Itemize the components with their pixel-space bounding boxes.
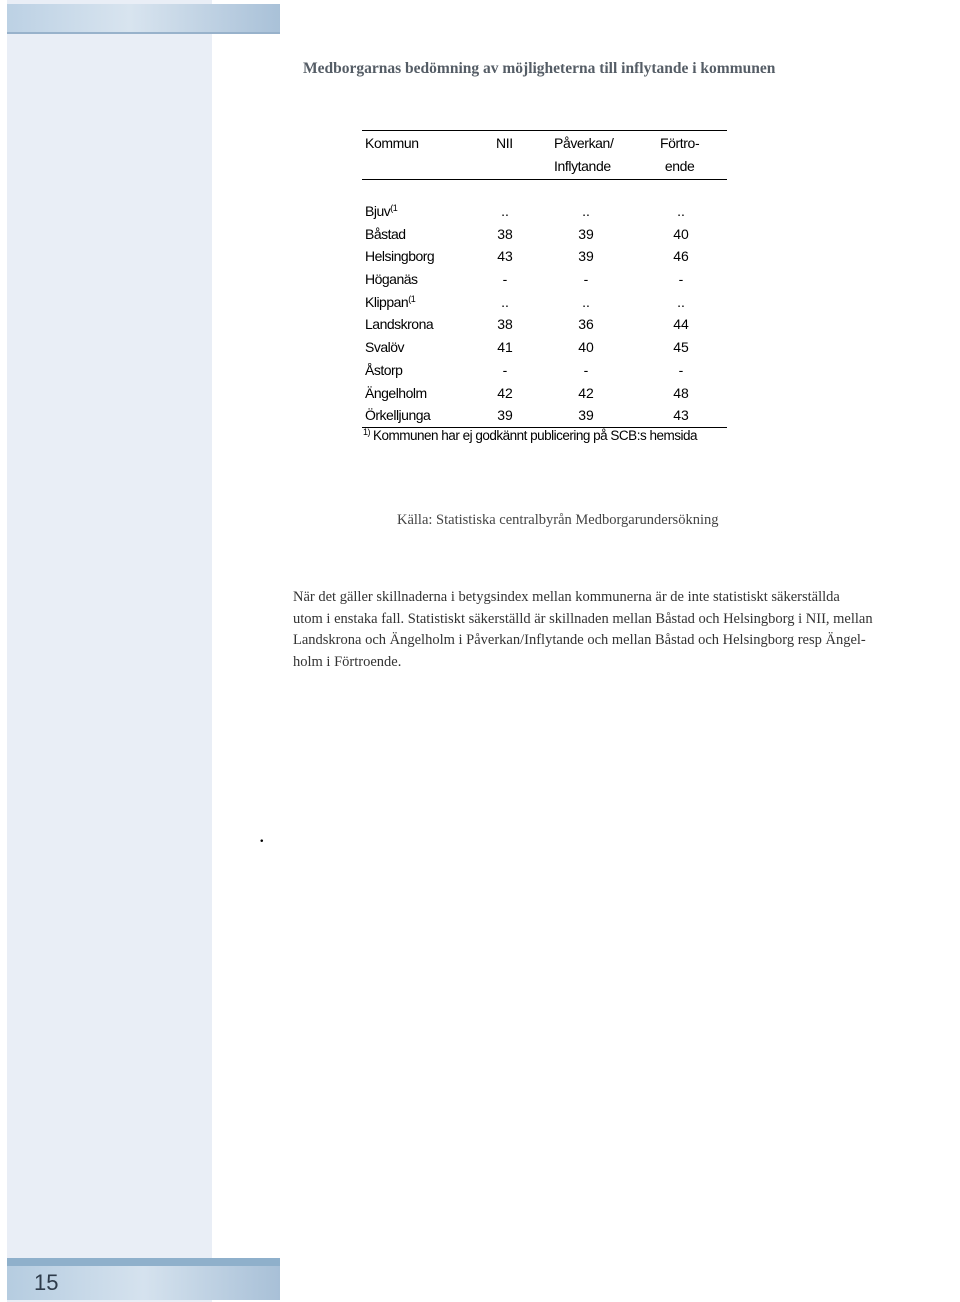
page-title: Medborgarnas bedömning av möjligheterna till inflytande i kommunen: [303, 60, 776, 77]
table-row: [362, 245, 727, 268]
row-nii: 43: [497, 248, 513, 265]
row-nii: 38: [497, 225, 513, 242]
row-fortroende: ..: [677, 203, 685, 219]
row-name: Helsingborg: [365, 248, 435, 265]
row-nii: ..: [501, 203, 509, 219]
row-paverkan: 39: [578, 248, 594, 265]
row-fortroende: 44: [673, 316, 689, 333]
header-fortroende: [660, 132, 699, 178]
table-row: [362, 200, 727, 223]
row-nii: -: [502, 271, 508, 288]
header-nii: NII: [496, 135, 513, 151]
paragraph-line: holm i Förtroende.: [293, 653, 402, 670]
row-paverkan: -: [583, 271, 589, 288]
row-paverkan: 39: [578, 225, 594, 242]
row-fortroende: -: [678, 271, 684, 288]
row-nii: 41: [497, 339, 513, 356]
paragraph-line: När det gäller skillnaderna i betygsindex mellan kommunerna är de inte statistiskt säkerställda: [293, 589, 840, 605]
table-row: [362, 268, 727, 291]
table-footnote: [363, 428, 697, 443]
row-fortroende: 46: [673, 248, 689, 265]
row-fortroende: 45: [673, 339, 689, 356]
row-paverkan: 39: [578, 407, 594, 424]
row-name: Ängelholm: [365, 384, 427, 401]
table-row: [362, 359, 727, 382]
results-table: [362, 130, 727, 428]
header-fortroende-line2: ende: [664, 158, 695, 174]
row-name: Örkelljunga: [365, 407, 431, 424]
row-nii: 39: [497, 407, 513, 424]
header-kommun: Kommun: [365, 135, 419, 151]
row-paverkan: 40: [578, 339, 594, 356]
page-number: 15: [34, 1270, 59, 1295]
row-name: Bjuv$^{(1}$: [365, 203, 398, 219]
row-name: Svalöv: [365, 339, 405, 356]
row-name: Landskrona: [365, 316, 434, 333]
header-band-line: [7, 32, 280, 34]
row-paverkan: -: [583, 361, 589, 378]
table-row: [362, 404, 727, 427]
row-fortroende: -: [678, 361, 684, 378]
paragraph-line: utom i enstaka fall. Statistiskt säkerställd är skillnaden mellan Båstad och Helsingborg i NII, mellan: [293, 610, 873, 627]
table-row: [362, 223, 727, 246]
row-paverkan: 36: [578, 316, 594, 333]
table-row: [362, 313, 727, 336]
table-body: [362, 180, 727, 428]
source-line: Källa: Statistiska centralbyrån Medborgarundersökning: [397, 512, 719, 528]
row-name: Klippan$^{(1}$: [365, 293, 416, 310]
table-header: [362, 130, 727, 180]
header-paverkan: [554, 132, 613, 178]
row-name: Åstorp: [365, 361, 403, 378]
paragraph-line: Landskrona och Ängelholm i Påverkan/Inflytande och mellan Båstad och Helsingborg resp Ängel-: [293, 632, 866, 648]
row-fortroende: ..: [677, 293, 685, 310]
row-name: Höganäs: [365, 271, 418, 288]
header-band: [7, 4, 280, 32]
table-row: [362, 336, 727, 359]
row-paverkan: ..: [582, 203, 590, 219]
stray-mark: .: [259, 822, 265, 847]
header-fortroende-line1: Förtro-: [660, 135, 700, 151]
row-nii: 38: [497, 316, 513, 333]
row-nii: 42: [497, 384, 513, 401]
row-nii: ..: [501, 293, 509, 310]
row-fortroende: 48: [673, 384, 689, 401]
header-paverkan-line2: Inflytande: [554, 158, 611, 174]
table-row: [362, 291, 727, 314]
row-paverkan: 42: [578, 384, 594, 401]
footnote-text: Kommunen har ej godkännt publicering på SCB:s hemsida: [373, 428, 697, 443]
table-row: [362, 382, 727, 405]
sidebar-panel: [7, 0, 212, 1302]
row-fortroende: 43: [673, 407, 689, 424]
row-nii: -: [502, 361, 508, 378]
footnote-marker: 1): [363, 427, 371, 437]
body-paragraph: [293, 587, 955, 673]
row-fortroende: 40: [673, 225, 689, 242]
row-paverkan: ..: [582, 293, 590, 310]
header-paverkan-line1: Påverkan/: [554, 135, 614, 151]
row-name: Båstad: [365, 225, 406, 242]
